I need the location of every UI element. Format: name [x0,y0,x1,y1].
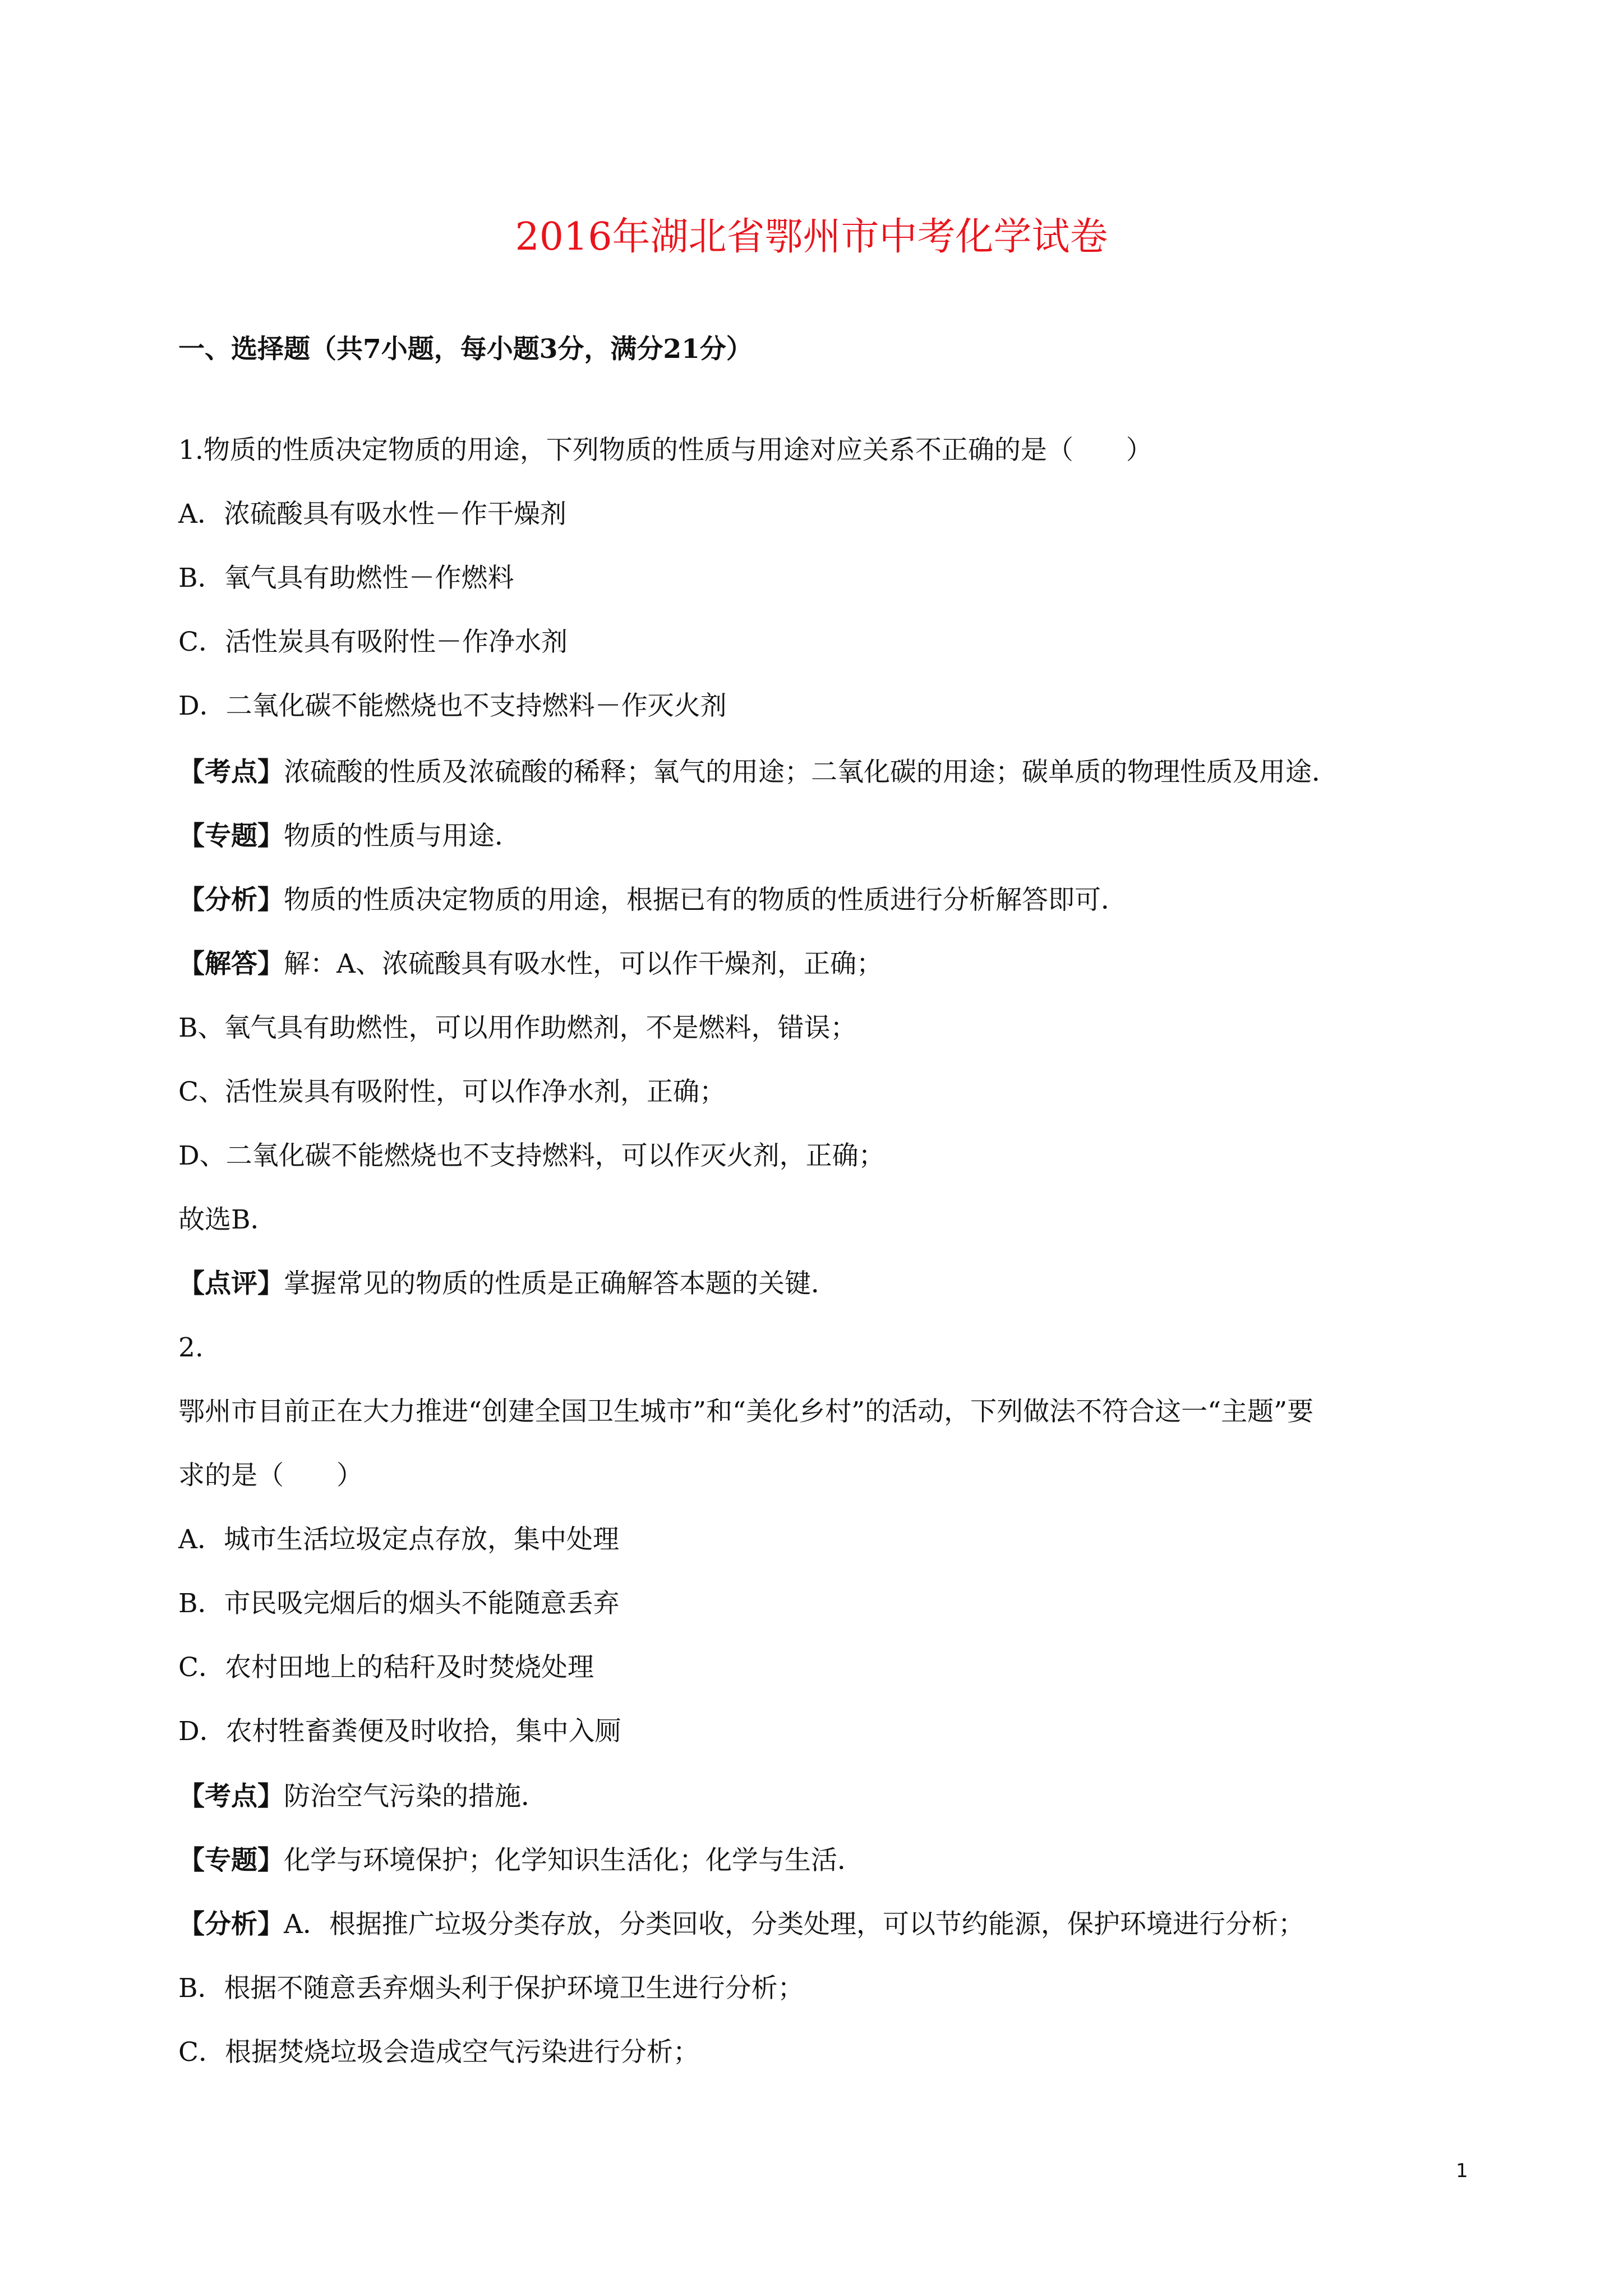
dianping-label: 【点评】 [178,1268,284,1299]
q1-dianping [178,1267,837,1301]
q1-jieda-text: 解：A、浓硫酸具有吸水性，可以作干燥剂，正确； [284,949,883,979]
q1-jieda [178,947,883,982]
q2-fenxi [178,1907,1304,1942]
q2-number: 2. [178,1332,204,1363]
q2-fenxi-text: A．根据推广垃圾分类存放，分类回收，分类处理，可以节约能源，保护环境进行分析； [284,1909,1304,1940]
q2-fenxi-line-c: C．根据焚烧垃圾会造成空气污染进行分析； [178,2037,699,2068]
section-heading: 一、选择题（共7小题，每小题3分，满分21分） [178,334,753,365]
q1-kaodian [178,755,1338,790]
q1-fenxi [178,883,1127,918]
q1-option-c: C．活性炭具有吸附性－作净水剂 [178,627,568,657]
q1-kaodian-text: 浓硫酸的性质及浓硫酸的稀释；氧气的用途；二氧化碳的用途；碳单质的物理性质及用途． [284,757,1338,788]
q1-option-b: B．氧气具有助燃性－作燃料 [178,563,514,593]
q1-zhuanti-text: 物质的性质与用途． [284,821,521,852]
q1-answer: 故选B． [178,1204,277,1235]
q1-dianping-text: 掌握常见的物质的性质是正确解答本题的关键． [284,1268,837,1299]
q2-kaodian-text: 防治空气污染的措施． [284,1781,547,1812]
q1-jieda-line-d: D、二氧化碳不能燃烧也不支持燃料，可以作灭火剂，正确； [178,1140,885,1171]
q2-stem-line2: 求的是（ ） [178,1460,363,1491]
q2-kaodian [178,1779,547,1814]
q1-option-d: D．二氧化碳不能燃烧也不支持燃料－作灭火剂 [178,691,727,721]
page-number: 1 [1456,2160,1468,2182]
q1-jieda-line-c: C、活性炭具有吸附性，可以作净水剂，正确； [178,1076,726,1107]
q2-option-a: A．城市生活垃圾定点存放，集中处理 [178,1524,619,1555]
q2-option-b: B．市民吸完烟后的烟头不能随意丢弃 [178,1588,620,1619]
q1-jieda-line-b: B、氧气具有助燃性，可以用作助燃剂，不是燃料，错误； [178,1013,857,1043]
q1-option-a: A．浓硫酸具有吸水性－作干燥剂 [178,499,566,530]
fenxi-label: 【分析】 [178,885,284,915]
kaodian-label: 【考点】 [178,1781,284,1812]
q2-option-c: C．农村田地上的秸秆及时焚烧处理 [178,1652,594,1683]
zhuanti-label: 【专题】 [178,1845,284,1876]
q2-option-d: D．农村牲畜粪便及时收拾，集中入厕 [178,1716,621,1747]
page-title: 2016年湖北省鄂州市中考化学试卷 [515,215,1108,259]
q2-zhuanti [178,1843,864,1878]
q2-zhuanti-text: 化学与环境保护；化学知识生活化；化学与生活． [284,1845,864,1876]
zhuanti-label: 【专题】 [178,821,284,852]
jieda-label: 【解答】 [178,949,284,979]
q2-fenxi-line-b: B．根据不随意丢弃烟头利于保护环境卫生进行分析； [178,1973,804,2004]
q2-stem-line1: 鄂州市目前正在大力推进“创建全国卫生城市”和“美化乡村”的活动，下列做法不符合这一“主题”要 [178,1396,1314,1427]
q1-fenxi-text: 物质的性质决定物质的用途，根据已有的物质的性质进行分析解答即可． [284,885,1127,915]
q1-zhuanti [178,819,521,854]
fenxi-label: 【分析】 [178,1909,284,1940]
q1-stem: 1.物质的性质决定物质的用途，下列物质的性质与用途对应关系不正确的是（ ） [178,435,1152,466]
kaodian-label: 【考点】 [178,757,284,788]
